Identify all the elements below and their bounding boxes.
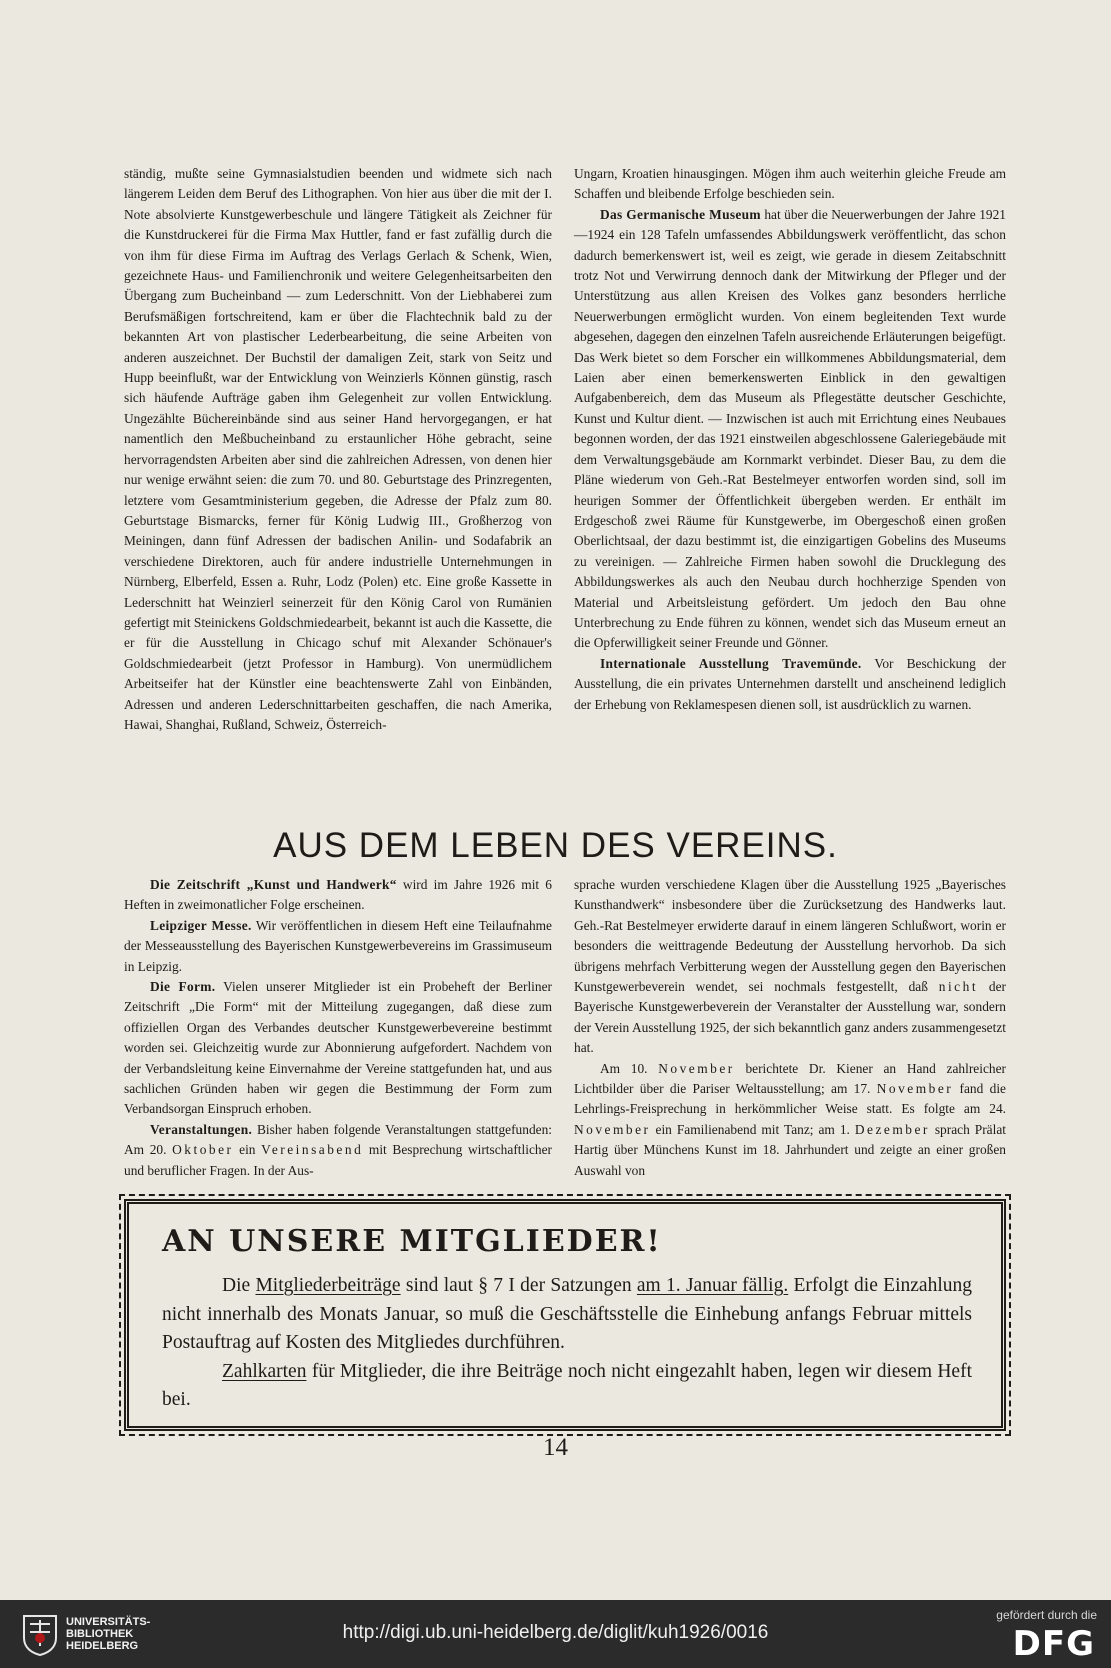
paragraph-aussprache xyxy=(574,875,1006,1059)
spaced-vereinsabend: Vereinsabend xyxy=(261,1142,364,1158)
notice-underlined-zahlkarten: Zahlkarten xyxy=(222,1360,307,1382)
notice-underlined-beitraege: Mitgliederbeiträge xyxy=(255,1275,401,1296)
text-events-b: berichtete Dr. Kiener an Hand zahlreicher Lichtbilder über die Pariser Weltausstellung; am 17. xyxy=(574,1060,1006,1097)
text-aussprache-b: der Bayerische Kunstgewerbeverein der Veranstalter der Ausstellung war, sondern der Verein Ausstellung 1925, der sich bekanntlich ganz anders zusammengesetzt hat. xyxy=(574,979,1006,1056)
paragraph-weinzierl: ständig, mußte seine Gymnasialstudien beenden und widmete sich nach längerem Leiden dem Beruf des Lithographen. Von hier aus über die mit der I. Note absolvierte Kunstgewerbeschule und längere Tätigkeit als Zeichner für die Kunstdruckerei für die Firma Max Huttler, fand er fast zufällig durch die von ihm für diese Firma im Auftrag des Verlags Gerlach & Schenk, Wien, gezeichnete Haus- und Familienchronik und weitere Gelegenheitsarbeiten den Übergang zum Bucheinband — zum Lederschnitt. Von der Liebhaberei zum Berufsmäßigen fortschreitend, kam er über die Flachtechnik bald zu der bekannten Art von plastischer Lederbearbeitung, die seine Arbeiten von anderen auszeichnet. Der Buchstil der damaligen Zeit, stark von Seitz und Hupp beeinflußt, war der Entwicklung von Weinzierls Können günstig, rasch sich häufende Aufträge gaben ihm Gelegenheit zur vollen Entwicklung. Ungezählte Büchereinbände sind aus seiner Hand hervorgegangen, er hat namentlich den Meßbucheinband zu erstaunlicher Höhe gebracht, seine hervorragendsten Arbeiten aber sind die zahlreichen Adressen, von denen hier nur wenige erwähnt seien: die zum 70. und 80. Geburtstage des Prinzregenten, letztere vom Gesamtministerium gegeben, die Adresse der Pfalz zum 80. Geburtstage Bismarcks, ferner für König Ludwig III., Großherzog von Meiningen, dann fünf Adressen der badischen Anilin- und Sodafabrik an verschiedene Direktoren, auch für andere industrielle Unternehmungen in Nürnberg, Elberfeld, Essen a. Ruhr, Lodz (Polen) etc. Eine große Kassette in Lederschnitt hat Weinzierl seinerzeit für den König Carol von Rumänien gefertigt mit Steinickens Goldschmiedearbeit, bekannt ist auch die Kassette, die er für die Ausstellung in Chicago schuf mit Alexander Schönauer's Goldschmiedearbeit (jetzt Professor in Hamburg). Von unermüdlichem Arbeitseifer hat der Künstler eine beachtenswerte Zahl von Einbänden, Adressen und anderen Lederschnittarbeiten geschaffen, die nach Amerika, Hawai, Shanghai, Rußland, Schweiz, Österreich- xyxy=(124,166,553,732)
notice-text-1: Die xyxy=(222,1275,256,1296)
section-title: AUS DEM LEBEN DES VEREINS. xyxy=(273,826,838,865)
article-column-top-left xyxy=(124,164,552,735)
text-veranstaltungen-c: mit Besprechung wirtschaftlicher und beruflicher Fragen. In der Aus- xyxy=(124,1142,552,1178)
text-veranstaltungen-b: ein xyxy=(233,1142,262,1158)
notice-text-3: Erfolgt die Einzahlung nicht innerhalb des Monats Januar, so muß die Geschäftsstelle die Einhebung anfangs Februar mittels Postauftrag auf Kosten des Mitgliedes durchführen. xyxy=(162,1275,972,1353)
spaced-november-3: November xyxy=(574,1121,651,1137)
text-travemuende: Vor Beschickung der Ausstellung, die ein privates Unternehmen darstellt und anscheinend lediglich der Erhebung von Reklamespesen dienen soll, ist ausdrücklich zu warnen. xyxy=(574,655,1006,712)
spaced-nicht: nicht xyxy=(938,979,979,995)
source-url-link[interactable]: http://digi.ub.uni-heidelberg.de/diglit/kuh1926/0016 xyxy=(342,1622,769,1643)
heading-die-form: Die Form. xyxy=(150,979,216,995)
heading-veranstaltungen: Veranstaltungen. xyxy=(150,1121,253,1137)
notice-underlined-faellig: am 1. Januar fällig. xyxy=(636,1275,789,1296)
notice-text-2: sind laut § 7 I der Satzungen xyxy=(400,1275,637,1296)
paragraph-zeitschrift xyxy=(124,875,552,916)
text-leipziger-messe: Wir veröffentlichen in diesem Heft eine Teilaufnahme der Messeausstellung des Bayerischen Kunstgewerbevereins im Grassimuseum in Leipzig. xyxy=(124,917,552,974)
member-notice-box xyxy=(124,1199,1006,1431)
article-column-top-right xyxy=(574,164,1006,715)
paragraph-leipziger-messe xyxy=(124,916,552,977)
paragraph-veranstaltungen xyxy=(124,1120,552,1181)
text-events-c: fand die Lehrlings-Freisprechung in herkömmlicher Weise statt. Es folgte am 24. xyxy=(574,1081,1006,1117)
notice-text-4: für Mitglieder, die ihre Beiträge noch nicht eingezahlt haben, legen wir diesem Heft bei. xyxy=(162,1360,972,1410)
page-number: 14 xyxy=(543,1434,568,1461)
text-zeitschrift: wird im Jahre 1926 mit 6 Heften in zweimonatlicher Folge erscheinen. xyxy=(124,877,552,913)
text-events-a: Am 10. xyxy=(600,1060,659,1076)
article-column-bottom-left xyxy=(124,875,552,1181)
paragraph-travemuende xyxy=(574,654,1006,715)
spaced-oktober: Oktober xyxy=(172,1142,234,1158)
notice-title: AN UNSERE MITGLIEDER! xyxy=(162,1224,662,1259)
heading-germanisches-museum: Das Germanische Museum xyxy=(600,206,761,222)
text-die-form: Vielen unserer Mitglieder ist ein Probeheft der Berliner Zeitschrift „Die Form“ mit der Mitteilung zugegangen, daß diese zum offiziellen Organ des Verbandes deutscher Kunstgewerbevereine bestimmt worden sei. Gleichzeitig wurde zur Abonnierung aufgefordert. Nachdem von der Verbandsleitung keine Einvernahme der Vereine stattgefunden hat, und aus sachlichen Gründen haben wir gegen die Bestimmung der Form zum Verbandsorgan Einspruch erhoben. xyxy=(124,979,552,1117)
funding-text: gefördert durch die xyxy=(996,1608,1097,1622)
library-name-line1: UNIVERSITÄTS- xyxy=(66,1616,151,1628)
paragraph-die-form xyxy=(124,977,552,1120)
text-events-d: ein Familienabend mit Tanz; am 1. xyxy=(650,1121,855,1137)
notice-paragraph xyxy=(162,1272,972,1358)
heading-travemuende: Internationale Ausstellung Travemünde. xyxy=(600,655,862,671)
paragraph-germanisches-museum xyxy=(574,205,1006,654)
spaced-november-1: November xyxy=(658,1060,735,1076)
library-name-line2: BIBLIOTHEK xyxy=(66,1628,134,1640)
text-events-e: sprach Prälat Hartig über Münchens Kunst im 18. Jahrhundert und zeigte an einer großen Auswahl von xyxy=(574,1121,1006,1178)
heading-leipziger-messe: Leipziger Messe. xyxy=(150,917,252,933)
dfg-logo: DFG xyxy=(1012,1624,1095,1664)
spaced-november-2: November xyxy=(876,1081,954,1097)
viewer-footer xyxy=(0,1600,1111,1668)
spaced-dezember: Dezember xyxy=(854,1121,930,1137)
paragraph-november-events xyxy=(574,1059,1006,1181)
text-veranstaltungen-a: Bisher haben folgende Veranstaltungen stattgefunden: Am 20. xyxy=(124,1121,552,1158)
notice-text xyxy=(162,1272,972,1415)
article-column-bottom-right xyxy=(574,875,1006,1181)
library-name-line3: HEIDELBERG xyxy=(66,1640,139,1652)
paragraph-closing: Ungarn, Kroatien hinausgingen. Mögen ihm auch weiterhin gleiche Freude am Schaffen und bleibende Erfolge beschieden sein. xyxy=(574,166,1006,202)
text-aussprache-a: sprache wurden verschiedene Klagen über die Ausstellung 1925 „Bayerisches Kunsthandwerk“ insbesondere über die Zurücksetzung des Handwerks laut. Geh.-Rat Bestelmeyer erwiderte darauf in einem längeren Schlußwort, worin er besonders die weittragende Bedeutung der Ausstellung hervorhob. Da sich übrigens mehrfach Verbitterung wegen der Ausstellung gegen den Bayerischen Kunstgewerbeverein wendet, sei nochmals festgestellt, daß xyxy=(574,877,1006,995)
heading-zeitschrift: Die Zeitschrift „Kunst und Handwerk“ xyxy=(150,877,397,892)
text-germanisches-museum: hat über die Neuerwerbungen der Jahre 1921—1924 ein 128 Tafeln umfassendes Abbildungswerk veröffentlicht, das schon dadurch bemerkenswert ist, weil es zeigt, wie gerade in diesem Zeitabschnitt trotz Not und Verwirrung dennoch dank der Mitwirkung der Pfleger und der Unterstützung aus allen Kreisen des Volkes ganz besonders herrliche Neuerwerbungen ermöglicht wurden. Von einem begleitenden Text wurde abgesehen, dagegen den einzelnen Tafeln ausreichende Erläuterungen beigefügt. Das Werk bietet so dem Forscher ein willkommenes Abbildungsmaterial, dem Laien aber einen bemerkenswerten Einblick in den gewaltigen Aufgabenbereich, dem das Museum als Pflegestätte deutscher Geschichte, Kunst und Kultur dient. — Inzwischen ist auch mit Errichtung eines Neubaues begonnen worden, der das 1921 einstweilen abgeschlossene Galeriegebäude mit dem Verwaltungsgebäude am Kornmarkt verbindet. Dieser Bau, zu dem die Pläne wiederum von Geh.-Rat Bestelmeyer entworfen worden sind, soll im heurigen Sommer der Öffentlichkeit übergeben werden. Er enthält im Erdgeschoß zwei Räume für Kunstgewerbe, im Obergeschoß einen großen Oberlichtsaal, der dazu bestimmt ist, die einzigartigen Gobelins des Museums zu vereinigen. — Zahlreiche Firmen haben sowohl die Drucklegung des Abbildungswerkes als auch den Neubau durch hochherzige Spenden von Material und Arbeitsleistung gefördert. Um jedoch den Bau ohne Unterbrechung zu Ende führen zu können, wendet sich das Museum erneut an die Opferwilligkeit seiner Freunde und Gönner. xyxy=(574,206,1006,651)
notice-paragraph-2 xyxy=(162,1358,972,1415)
